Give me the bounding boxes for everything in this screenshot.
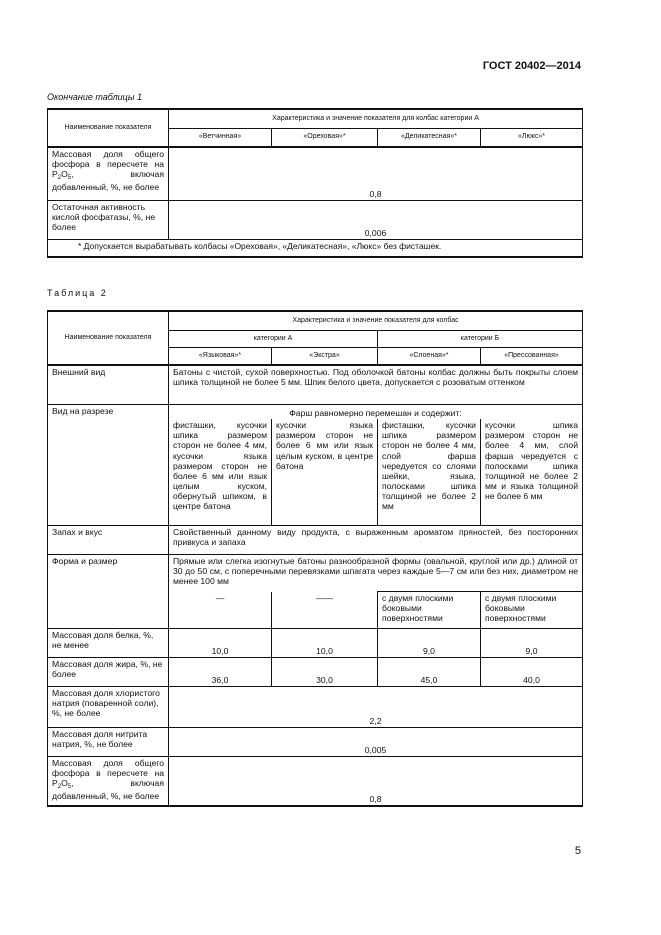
shape-yazykovaya: — xyxy=(169,592,272,629)
table1-row-value: 0,8 xyxy=(169,147,583,201)
table2-category-a: категории А xyxy=(169,331,378,348)
nitrite-label: Массовая доля нитрита натрия, %, не более xyxy=(48,727,169,756)
table1-row-name: Массовая доля общего фосфора в пересчете на $P_2O_5$, включая добавленный, %, не более xyxy=(48,147,169,201)
shape-label: Форма и размер xyxy=(48,555,169,629)
table1-product: «Деликатесная»* xyxy=(378,129,481,148)
table1-col-name: Наименование показателя xyxy=(48,109,169,147)
table1-row-value: 0,006 xyxy=(169,201,583,240)
table1-footnote: * Допускается вырабатывать колбасы «Ореховая», «Деликатесная», «Люкс» без фисташек. xyxy=(48,240,583,258)
table2 xyxy=(47,310,583,807)
protein-value: 10,0 xyxy=(272,628,378,657)
fat-value: 36,0 xyxy=(169,657,272,686)
fat-value: 45,0 xyxy=(378,657,481,686)
table2-product: «Слоеная»* xyxy=(378,348,481,366)
shape-text: Прямые или слегка изогнутые батоны разнообразной формы (овальной, круглой или др.) длиной от 30 до 50 см, с поперечными перевязками шпагата через каждые 5—7 см или без них, диаметром не менее 100 мм xyxy=(169,555,583,592)
document-code: ГОСТ 20402—2014 xyxy=(482,60,581,72)
phosphorus-value: 0,8 xyxy=(169,756,583,806)
protein-value: 10,0 xyxy=(169,628,272,657)
shape-pressovannaya: с двумя плоскими боковыми поверхностями xyxy=(481,592,583,629)
salt-label: Массовая доля хлористого натрия (поваренной соли), %, не более xyxy=(48,686,169,727)
cut-common-text: Фарш равномерно перемешан и содержит: xyxy=(169,405,583,420)
cut-label: Вид на разрезе xyxy=(48,405,169,526)
fat-value: 40,0 xyxy=(481,657,583,686)
appearance-text: Батоны с чистой, сухой поверхностью. Под оболочкой батоны колбас должны быть покрыты слоем шпика толщиной не более 5 мм. Шпик белого цвета, допускается с розоватым оттенком xyxy=(169,365,583,405)
table2-product: «Экстра» xyxy=(272,348,378,366)
page-number: 5 xyxy=(574,845,581,857)
shape-sloenaya: с двумя плоскими боковыми поверхностями xyxy=(378,592,481,629)
table1-product: «Люкс»* xyxy=(481,129,583,148)
fat-value: 30,0 xyxy=(272,657,378,686)
fat-label: Массовая доля жира, %, не более xyxy=(48,657,169,686)
table1-row-name: Остаточная активность кислой фосфатазы, %, не более xyxy=(48,201,169,240)
table2-col-name: Наименование показателя xyxy=(48,311,169,365)
nitrite-value: 0,005 xyxy=(169,727,583,756)
table1-product: «Ореховая»* xyxy=(272,129,378,148)
table1-product: «Ветчинная» xyxy=(169,129,272,148)
cut-text-yazykovaya: фисташки, кусочки шпика размером сторон не более 4 мм, кусочки языка размером сторон не более 6 мм или язык целым куском, обернутый шпиком, в центре батона xyxy=(169,419,272,526)
table2-product: «Языковая»* xyxy=(169,348,272,366)
appearance-label: Внешний вид xyxy=(48,365,169,405)
cut-text-ekstra: кусочки языка размером сторон не более 6 мм или язык целым куском, в центре батона xyxy=(272,419,378,526)
protein-value: 9,0 xyxy=(481,628,583,657)
table1 xyxy=(47,108,583,258)
table2-group-header: Характеристика и значение показателя для колбас xyxy=(169,311,583,331)
protein-value: 9,0 xyxy=(378,628,481,657)
phosphorus-label: Массовая доля общего фосфора в пересчете на $P_2O_5$, включая добавленный, %, не более xyxy=(48,756,169,806)
cut-text-sloenaya: фисташки, кусочки шпика размером сторон не более 4 мм, слой фарша чередуется со слоями шейки, языка, полосками шпика толщиной не более 2 мм xyxy=(378,419,481,526)
table2-category-b: категории Б xyxy=(378,331,583,348)
table1-group-header: Характеристика и значение показателя для колбас категории А xyxy=(169,109,583,129)
table2-caption: Таблица 2 xyxy=(47,288,108,298)
salt-value: 2,2 xyxy=(169,686,583,727)
smell-text: Свойственный данному виду продукта, с выраженным ароматом пряностей, без посторонних привкуса и запаха xyxy=(169,526,583,555)
protein-label: Массовая доля белка, %, не менее xyxy=(48,628,169,657)
shape-ekstra: —— xyxy=(272,592,378,629)
cut-text-pressovannaya: кусочки шпика размером сторон не более 4 мм, слой фарша чередуется с полосками шпика толщиной не более 2 мм и языка толщиной не более 6 мм xyxy=(481,419,583,526)
table2-product: «Прессованная» xyxy=(481,348,583,366)
table1-caption: Окончание таблицы 1 xyxy=(47,92,142,102)
smell-label: Запах и вкус xyxy=(48,526,169,555)
